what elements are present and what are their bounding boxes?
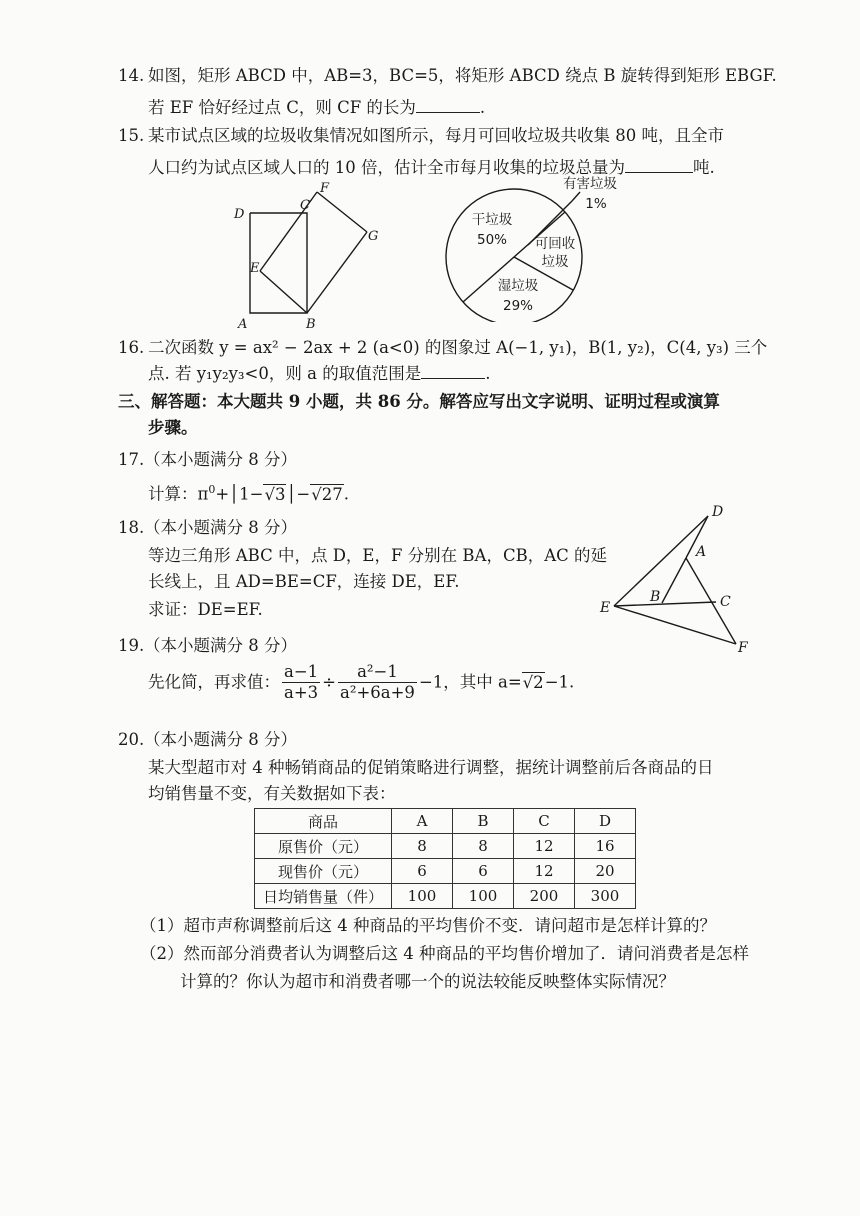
q19-expression xyxy=(148,662,574,703)
q16-line2-text: 点. 若 y₁y₂y₃<0，则 a 的取值范围是 xyxy=(148,364,422,383)
label-g: G xyxy=(368,229,379,244)
q17-sqrt27: √27 xyxy=(311,484,343,504)
pie-label-recyclable-1: 可回收 xyxy=(534,236,576,252)
pie-label-harmful-pct: 1% xyxy=(585,196,607,212)
q19-divide: ÷ xyxy=(322,672,336,692)
table-cell: 12 xyxy=(514,834,575,859)
table-cell: 6 xyxy=(453,859,514,884)
q20-line1: 某大型超市对 4 种畅销商品的促销策略进行调整，据统计调整前后各商品的日 xyxy=(148,758,714,777)
q19-frac1 xyxy=(282,662,320,703)
q20-line2: 均销售量不变，有关数据如下表： xyxy=(148,784,396,803)
label-b: B xyxy=(306,317,316,332)
q14-answer-blank xyxy=(416,94,480,113)
table-cell: 现售价（元） xyxy=(255,859,392,884)
q17-calc-mid: +│1− xyxy=(215,484,264,504)
equilateral-triangle-figure xyxy=(596,500,760,656)
q19-post: −1，其中 a= xyxy=(418,672,522,692)
q14-line2 xyxy=(148,94,485,120)
price-table xyxy=(254,808,636,909)
table-cell: 日均销售量（件） xyxy=(255,884,392,909)
table-header-row xyxy=(255,809,636,834)
pie-label-dry: 干垃圾 xyxy=(471,212,513,228)
table-cell: 8 xyxy=(453,834,514,859)
label-d: D xyxy=(712,504,724,520)
q18-header: （本小题满分 8 分） xyxy=(144,518,297,537)
q20-part2-line2: 计算的？你认为超市和消费者哪一个的说法较能反映整体实际情况？ xyxy=(180,972,675,991)
label-d: D xyxy=(234,207,245,222)
q15-answer-blank xyxy=(625,154,693,173)
seg-gb xyxy=(307,232,367,313)
table-header-cell: B xyxy=(453,809,514,834)
q17-exponent: 0 xyxy=(208,483,216,496)
q17-calc-mid2: │− xyxy=(286,484,311,504)
q19-header: （本小题满分 8 分） xyxy=(144,636,297,655)
q17-calc-pre: 计算：π xyxy=(148,484,209,504)
label-b: B xyxy=(650,589,661,605)
q17-header: （本小题满分 8 分） xyxy=(144,450,297,469)
q20-header: （本小题满分 8 分） xyxy=(144,730,297,749)
q17-number: 17. xyxy=(118,450,145,469)
table-cell: 100 xyxy=(453,884,514,909)
label-c: C xyxy=(720,594,731,610)
seg-de xyxy=(614,516,708,606)
table-cell: 8 xyxy=(392,834,453,859)
label-e: E xyxy=(600,600,611,616)
q19-frac1-den: a+3 xyxy=(284,683,319,702)
q14-line2-end: . xyxy=(479,98,486,117)
pie-label-wet-pct: 29% xyxy=(502,298,534,314)
q14-line2-text: 若 EF 恰好经过点 C，则 CF 的长为 xyxy=(148,98,416,117)
pie-label-recyclable-2: 垃圾 xyxy=(541,254,569,270)
q15-line1: 某市试点区域的垃圾收集情况如图所示，每月可回收垃圾共收集 80 吨，且全市 xyxy=(148,126,724,145)
q20-part2-line1: （2）然而部分消费者认为调整后这 4 种商品的平均售价增加了．请问消费者是怎样 xyxy=(140,944,749,963)
q15-line2-text: 人口约为试点区域人口的 10 倍，估计全市每月收集的垃圾总量为 xyxy=(148,158,625,177)
table-cell: 16 xyxy=(575,834,636,859)
seg-fg xyxy=(317,192,367,232)
q18-line2: 长线上，且 AD=BE=CF，连接 DE，EF. xyxy=(148,572,460,591)
q19-frac2-den: a²+6a+9 xyxy=(340,683,415,702)
q20-part1: （1）超市声称调整前后这 4 种商品的平均售价不变．请问超市是怎样计算的？ xyxy=(140,916,716,935)
table-row xyxy=(255,884,636,909)
table-header-cell: C xyxy=(514,809,575,834)
q19-end: −1. xyxy=(544,672,575,692)
q19-frac2-num: a²−1 xyxy=(338,662,417,683)
q20-number: 20. xyxy=(118,730,145,749)
q19-frac1-num: a−1 xyxy=(284,662,319,681)
q15-number: 15. xyxy=(118,126,145,145)
label-a: A xyxy=(238,317,248,332)
table-header-cell: A xyxy=(392,809,453,834)
pie-label-wet: 湿垃圾 xyxy=(497,278,539,294)
table-cell: 300 xyxy=(575,884,636,909)
q16-answer-blank xyxy=(421,360,485,379)
q16-number: 16. xyxy=(118,338,145,357)
table-cell: 12 xyxy=(514,859,575,884)
q17-expression xyxy=(148,478,349,507)
q17-sqrt3: √3 xyxy=(264,484,286,504)
q14-line1: 如图，矩形 ABCD 中，AB=3，BC=5，将矩形 ABCD 绕点 B 旋转得到矩形 EBGF. xyxy=(148,66,777,85)
q17-calc-end: . xyxy=(343,484,349,504)
table-cell: 6 xyxy=(392,859,453,884)
table-cell: 100 xyxy=(392,884,453,909)
label-a: A xyxy=(696,544,707,560)
seg-ab xyxy=(662,558,686,603)
table-cell: 200 xyxy=(514,884,575,909)
q14-number: 14. xyxy=(118,66,145,85)
table-header-cell: 商品 xyxy=(255,809,392,834)
harmful-pointer xyxy=(572,192,580,201)
q19-number: 19. xyxy=(118,636,145,655)
table-cell: 原售价（元） xyxy=(255,834,392,859)
table-cell: 20 xyxy=(575,859,636,884)
q19-frac2 xyxy=(338,662,417,703)
q16-line1: 二次函数 y = ax² − 2ax + 2 (a<0) 的图象过 A(−1, y₁)，B(1, y₂)，C(4, y₃) 三个 xyxy=(148,338,768,357)
garbage-pie-figure xyxy=(430,172,640,322)
q18-line1: 等边三角形 ABC 中，点 D，E，F 分别在 BA，CB，AC 的延 xyxy=(148,546,607,565)
label-f: F xyxy=(320,181,330,196)
q18-line3: 求证：DE=EF. xyxy=(148,600,263,619)
q19-sqrt2: √2 xyxy=(522,672,544,692)
section3-line1: 三、解答题：本大题共 9 小题，共 86 分。解答应写出文字说明、证明过程或演算 xyxy=(118,392,720,411)
seg-ec xyxy=(614,602,716,606)
pie-label-harmful: 有害垃圾 xyxy=(563,176,617,192)
pie-label-dry-pct: 50% xyxy=(476,232,508,248)
table-row xyxy=(255,859,636,884)
q16-line2 xyxy=(148,360,490,386)
seg-eb xyxy=(260,271,307,313)
q15-line2-end: 吨. xyxy=(693,158,715,177)
label-f: F xyxy=(738,640,748,656)
label-e: E xyxy=(250,261,260,276)
table-header-cell: D xyxy=(575,809,636,834)
label-c: C xyxy=(300,198,310,213)
rotated-rectangle-figure xyxy=(222,176,392,334)
q19-pre: 先化简，再求值： xyxy=(148,672,280,692)
q18-number: 18. xyxy=(118,518,145,537)
q16-line2-end: . xyxy=(485,364,491,383)
section3-line2: 步骤。 xyxy=(148,418,198,437)
table-row xyxy=(255,834,636,859)
